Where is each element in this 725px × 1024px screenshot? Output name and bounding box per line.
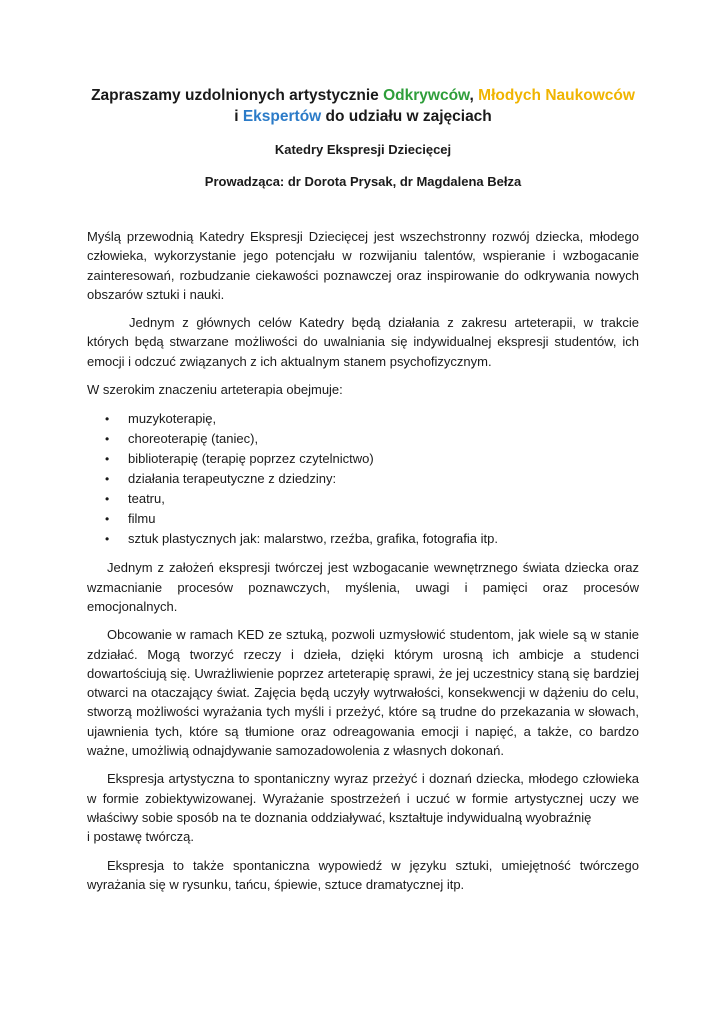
bullet-list — [87, 409, 639, 549]
title-line2-suffix: do udziału w zajęciach — [321, 108, 492, 125]
list-item — [87, 489, 639, 509]
title-comma: , — [469, 87, 479, 104]
list-item — [87, 449, 639, 469]
bullet-icon: • — [105, 432, 110, 447]
title-highlight-odkrywcow: Odkrywców — [383, 87, 470, 104]
title-text-1: Zapraszamy uzdolnionych artystycznie — [91, 87, 384, 104]
bullet-icon: • — [105, 532, 110, 547]
bullet-icon: • — [105, 412, 110, 427]
list-item-text: muzykoterapię, — [128, 411, 217, 427]
title-highlight-mlodych-naukowcow: Młodych Naukowców — [478, 87, 635, 104]
paragraph-3: W szerokim znaczeniu arteterapia obejmuje: — [87, 382, 343, 398]
bullet-icon: • — [105, 452, 110, 467]
paragraph-5: Obcowanie w ramach KED ze sztuką, pozwoli uzmysłowić studentom, jak wiele są w stanie zdziałać. Mogą tworzyć rzeczy i dzieła, dzięki którym urosną ich ambicje a studenci dowartościują się. Uwrażliwienie poprzez arteterapię sprawi, że jej uczestnicy staną się bardziej otwarci na otaczający świat. Zajęcia będą uczyły wytrwałości, konsekwencji w dążeniu do celu, stworzą możliwości wyrażania tych myśli i przeżyć, które są trudne do przekazania w słowach, ujawnienia tych, które są tłumione oraz odreagowania emocji i napięć, a także, co bardzo ważne, umożliwią odnajdywanie samozadowolenia z własnych dokonań. — [87, 627, 639, 759]
bullet-icon: • — [105, 472, 110, 487]
paragraph-7: Ekspresja to także spontaniczna wypowiedź w języku sztuki, umiejętność twórczego wyrażania się w rysunku, tańcu, śpiewie, sztuce dramatycznej itp. — [87, 857, 639, 892]
list-item — [87, 529, 639, 549]
list-item — [87, 469, 639, 489]
list-item-text: filmu — [128, 511, 156, 527]
list-item-text: sztuk plastycznych jak: malarstwo, rzeźba, grafika, fotografia itp. — [128, 531, 498, 547]
list-item-text: działania terapeutyczne z dziedziny: — [128, 471, 337, 487]
paragraph-1: Myślą przewodnią Katedry Ekspresji Dziecięcej jest wszechstronny rozwój dziecka, młodego człowieka, wykorzystanie jego potencjału w rozwijaniu talentów, wspieranie i wzbogacanie zainteresowań, rozbudzanie ciekawości poznawczej oraz inspirowanie do odkrywania nowych obszarów sztuki i nauki. — [87, 229, 639, 302]
paragraph-2: Jednym z głównych celów Katedry będą działania z zakresu arteterapii, w trakcie których będą stwarzane możliwości do uwalniania się indywidualnej ekspresji studentów, ich emocji i odczuć związanych z ich aktualnym stanem psychofizycznym. — [87, 315, 639, 369]
list-item — [87, 429, 639, 449]
title-highlight-ekspertow: Ekspertów — [242, 108, 322, 125]
list-item-text: biblioterapię (terapię poprzez czytelnictwo) — [128, 451, 374, 467]
paragraph-6: Ekspresja artystyczna to spontaniczny wyraz przeżyć i doznań dziecka, młodego człowieka w formie zobiektywizowanej. Wyrażanie spostrzeżeń i uczuć w formie artystycznej uczy we właściwy sobie sposób na te doznania oddziaływać, kształtuje indywidualną wyobraźnię — [87, 771, 639, 825]
list-item — [87, 509, 639, 529]
page-subtitle: Katedry Ekspresji Dziecięcej — [274, 142, 452, 157]
list-item-text: choreoterapię (taniec), — [128, 431, 259, 447]
bullet-icon: • — [105, 492, 110, 507]
lead-instructors: Prowadząca: dr Dorota Prysak, dr Magdalena Bełza — [204, 174, 522, 189]
page-title — [87, 85, 639, 127]
bullet-icon: • — [105, 512, 110, 527]
paragraph-6-tail: i postawę twórczą. — [87, 829, 194, 845]
paragraph-4: Jednym z założeń ekspresji twórczej jest wzbogacanie wewnętrznego świata dziecka oraz wzmacnianie procesów poznawczych, myślenia, uwagi i pamięci oraz procesów emocjonalnych. — [87, 560, 639, 614]
list-item-text: teatru, — [128, 491, 165, 507]
title-line2-prefix: i — [234, 108, 243, 125]
list-item — [87, 409, 639, 429]
